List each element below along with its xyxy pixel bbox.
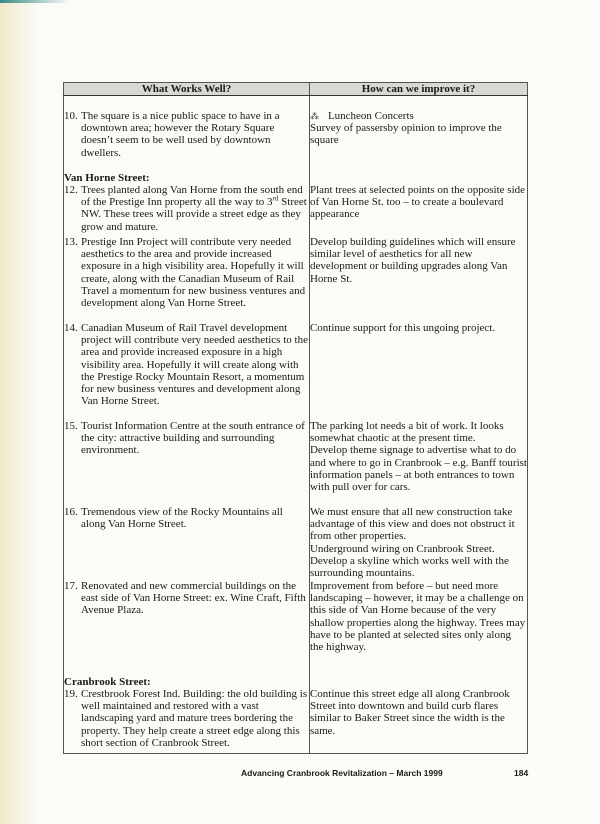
header-how-improve: How can we improve it? (309, 83, 527, 96)
item-number: 16. (64, 506, 78, 518)
works-well-cell (64, 506, 310, 580)
improve-lead-text: Luncheon Concerts (327, 110, 414, 122)
list-item (64, 580, 309, 617)
improve-line: The parking lot needs a bit of work. It looks somewhat chaotic at the present time. (309, 420, 504, 445)
list-item (64, 420, 309, 457)
works-well-cell (64, 676, 310, 754)
item-number: 13. (64, 236, 78, 248)
item-number: 12. (64, 184, 78, 196)
table-row (64, 96, 528, 173)
table-row (64, 676, 528, 754)
improve-lead-line (310, 110, 527, 122)
improve-text: Plant trees at selected points on the opposite side of Van Horne St. too – to create a boulevard appearance (309, 184, 526, 221)
item-number: 19. (64, 688, 78, 700)
works-well-cell (64, 322, 310, 420)
item-number: 14. (64, 322, 78, 334)
bell-icon: ⁂ (309, 111, 318, 121)
works-well-cell (64, 420, 310, 506)
item-text: Canadian Museum of Rail Travel development project will contribute very needed aesthetics to the area and provide increased exposure in a high visibility area. Hopefully it will create along with the Prestige Rocky Mountain Resort, a momentum for new business ventures and development along Van Horne Street. (81, 322, 308, 408)
improve-cell (309, 322, 527, 420)
list-item (64, 184, 309, 233)
scan-edge-stripe (0, 0, 70, 3)
improve-text: Continue this street edge all along Cranbrook Street into downtown and build curb flares similar to Baker Street since the width is the same. (309, 688, 510, 737)
works-well-cell (64, 96, 310, 173)
footer-title: Advancing Cranbrook Revitalization – March 1999 (241, 768, 443, 778)
improve-text: Improvement from before – but need more landscaping – however, it may be a challenge on this side of Van Horne because of the very shallow properties along the highway. Trees may have to be planted at selected sites only along the highway. (309, 580, 526, 654)
list-item (64, 506, 309, 530)
evaluation-table (63, 82, 528, 754)
item-text: Renovated and new commercial buildings on the east side of Van Horne Street: ex. Wine Craft, Fifth Avenue Plaza. (81, 580, 306, 617)
item-text: The square is a nice public space to have in a downtown area; however the Rotary Square doesn’t seem to be well used by downtown dwellers. (81, 110, 280, 159)
improve-line: We must ensure that all new construction take advantage of this view and does not obstruct it from other properties. (309, 506, 515, 543)
item-text: Prestige Inn Project will contribute very needed aesthetics to the area and provide increased exposure in a high visibility area. Hopefully it will create, along with the Canadian Museum of Rail Travel a momentum for new business ventures and development along Van Horne Street. (81, 236, 306, 310)
section-heading-cranbrook: Cranbrook Street: (64, 676, 151, 688)
table-header-row (64, 83, 528, 96)
header-what-works-well: What Works Well? (64, 83, 310, 96)
list-item (64, 688, 309, 749)
table-row (64, 236, 528, 322)
item-text-part: Trees planted along Van Horne from the south end of the Prestige Inn property all the way to 3 (81, 184, 303, 209)
ordinal-suffix: rd (272, 194, 279, 203)
item-text: Crestbrook Forest Ind. Building: the old building is well maintained and restored with a vast landscaping yard and mature trees bordering the property. They help create a street edge along this short section of Cranbrook Street. (81, 688, 308, 749)
item-number: 17. (64, 580, 78, 592)
table-row (64, 172, 528, 236)
section-heading-van-horne: Van Horne Street: (64, 172, 150, 184)
table-row (64, 420, 528, 506)
improve-line: Develop theme signage to advertise what to do and where to go in Cranbrook – e.g. Banff tourist information panels – at both entrances to town with pull over for cars. (309, 444, 527, 494)
item-text: Tremendous view of the Rocky Mountains all along Van Horne Street. (81, 506, 283, 531)
improve-text: Continue support for this ungoing project. (309, 322, 496, 334)
improve-text: Develop building guidelines which will ensure similar level of aesthetics for all new development or building upgrades along Van Horne St. (309, 236, 516, 285)
improve-cell (309, 506, 527, 580)
works-well-cell (64, 236, 310, 322)
works-well-cell (64, 172, 310, 236)
works-well-cell (64, 580, 310, 676)
table-row (64, 506, 528, 580)
list-item (64, 236, 309, 309)
table-row (64, 322, 528, 420)
improve-line: Develop a skyline which works well with the surrounding mountains. (309, 554, 509, 580)
item-text-part: Street NW. These trees will provide a street edge as they grow and mature. (81, 196, 307, 233)
item-number: 15. (64, 420, 78, 432)
improve-text: Survey of passersby opinion to improve the square (309, 122, 502, 147)
improve-cell (309, 420, 527, 506)
page-edge-tint (0, 0, 40, 824)
page-number: 184 (514, 768, 529, 778)
list-item (64, 110, 309, 159)
improve-cell (309, 676, 527, 754)
improve-cell (309, 236, 527, 322)
improve-line: Underground wiring on Cranbrook Street. (309, 542, 495, 555)
item-text: Tourist Information Centre at the south entrance of the city: attractive building and surrounding environment. (81, 420, 305, 457)
improve-cell (309, 96, 527, 173)
item-text (81, 184, 309, 233)
table-row (64, 580, 528, 676)
item-number: 10. (64, 110, 78, 122)
improve-cell (309, 172, 527, 236)
improve-cell (309, 580, 527, 676)
list-item (64, 322, 309, 407)
